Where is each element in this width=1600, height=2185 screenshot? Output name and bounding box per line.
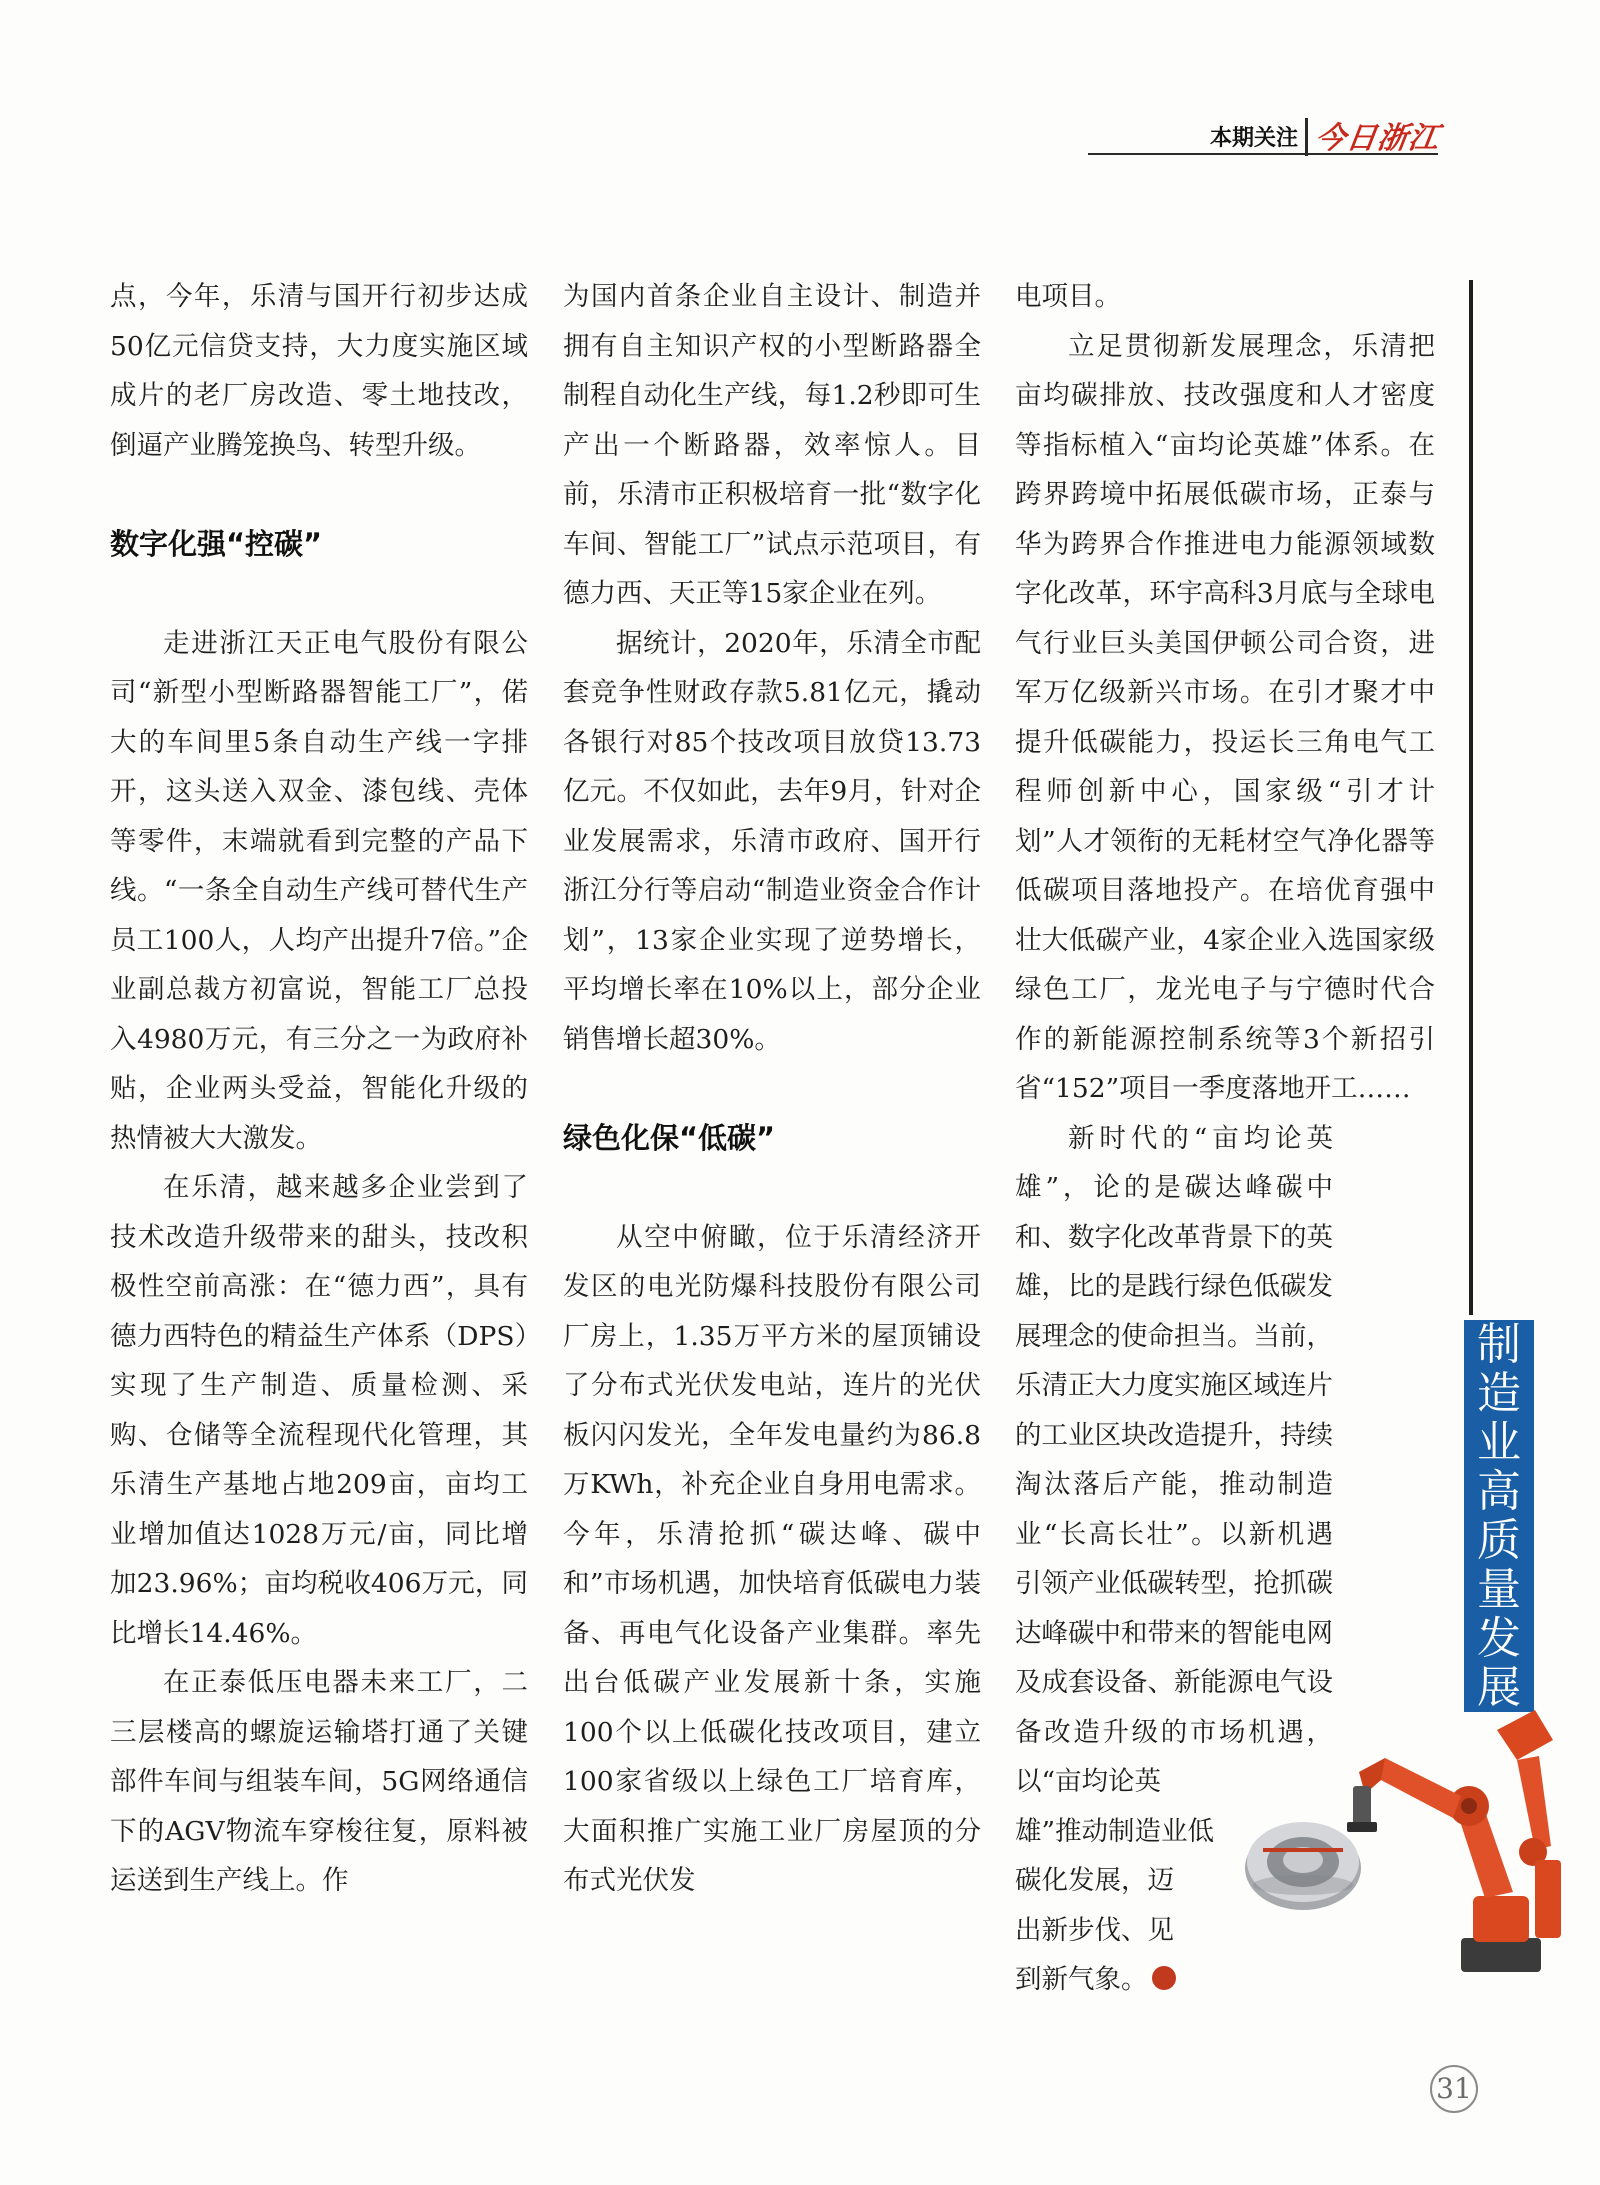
header-separator [1305,118,1308,156]
page-number: 31 [1430,2065,1478,2113]
section-heading-digital: 数字化强“控碳” [110,526,323,561]
closing-text: 到新气象。 [1015,1964,1148,1995]
cable-spool-icon [1245,1822,1361,1910]
side-tab-char: 发 [1477,1613,1521,1664]
vertical-rule [1469,280,1473,1315]
robot-arm-illustration [1235,1700,1565,1980]
side-tab-char: 质 [1477,1515,1521,1566]
paragraph: 点，今年，乐清与国开行初步达成50亿元信贷支持，大力度实施区域成片的老厂房改造、零土地技改，倒逼产业腾笼换鸟、转型升级。 [110,281,528,461]
text-column-1 [110,272,528,1906]
end-mark-icon [1152,1966,1176,1990]
paragraph-wrap: 出新步伐、见 [1015,1914,1174,1946]
side-tab-char: 业 [1477,1417,1521,1468]
side-tab-char: 量 [1477,1564,1521,1615]
side-tab-char: 高 [1477,1466,1521,1517]
section-label: 本期关注 [1209,126,1298,151]
magazine-logo: 今日浙江 [1313,121,1442,156]
paragraph: 立足贯彻新发展理念，乐清把亩均碳排放、技改强度和人才密度等指标植入“亩均论英雄”体系。在跨界跨境中拓展低碳市场，正泰与华为跨界合作推进电力能源领域数字化改革，环宇高科3月底与全球电气行业巨头美国伊顿公司合资，进军万亿级新兴市场。在引才聚才中提升低碳能力，投运长三角电气工程师创新中心，国家级“引才计划”人才领衔的无耗材空气净化器等低碳项目落地投产。在培优育强中壮大低碳产业，4家企业入选国家级绿色工厂，龙光电子与宁德时代合作的新能源控制系统等3个新招引省“152”项目一季度落地开工…… [1015,330,1435,1104]
paragraph: 新时代的“亩均论英雄”，论的是碳达峰碳中和、数字化改革背景下的英雄，比的是践行绿色低碳发展理念的使命担当。当前，乐清正大力度实施区域连片的工业区块改造提升，持续淘汰落后产能，推动制造业“长高长壮”。以新机遇引领产业低碳转型，抢抓碳达峰碳中和带来的智能电网及成套设备、新能源电气设备改造升级的市场机遇，以“亩均论英 [1015,1122,1333,1797]
text-column-2 [563,272,981,1906]
paragraph-wrap: 碳化发展，迈 [1015,1865,1174,1896]
side-tab-char: 制 [1477,1319,1521,1370]
paragraph: 电项目。 [1015,281,1121,312]
paragraph: 在正泰低压电器未来工厂，二三层楼高的螺旋运输塔打通了关键部件车间与组装车间，5G网络通信下的AGV物流车穿梭往复，原料被运送到生产线上。作 [110,1667,528,1896]
side-tab [1464,1320,1534,1712]
paragraph: 在乐清，越来越多企业尝到了技术改造升级带来的甜头，技改积极性空前高涨：在“德力西”，具有德力西特色的精益生产体系（DPS）实现了生产制造、质量检测、采购、仓储等全流程现代化管理，其乐清生产基地占地209亩，亩均工业增加值达1028万元/亩，同比增加23.96%；亩均税收406万元，同比增长14.46%。 [110,1172,528,1649]
paragraph: 从空中俯瞰，位于乐清经济开发区的电光防爆科技股份有限公司厂房上，1.35万平方米的屋顶铺设了分布式光伏发电站，连片的光伏板闪闪发光，全年发电量约为86.8万KWh，补充企业自身用电需求。今年，乐清抢抓“碳达峰、碳中和”市场机遇，加快培育低碳电力装备、再电气化设备产业集群。率先出台低碳产业发展新十条，实施100个以上低碳化技改项目，建立100家省级以上绿色工厂培育库，大面积推广实施工业厂房屋顶的分布式光伏发 [563,1221,981,1896]
paragraph: 为国内首条企业自主设计、制造并拥有自主知识产权的小型断路器全制程自动化生产线，每1.2秒即可生产出一个断路器，效率惊人。目前，乐清市正积极培育一批“数字化车间、智能工厂”试点示范项目，有德力西、天正等15家企业在列。 [563,281,981,609]
section-heading-green: 绿色化保“低碳” [563,1120,776,1155]
side-tab-char: 展 [1477,1662,1521,1713]
paragraph: 据统计，2020年，乐清全市配套竞争性财政存款5.81亿元，撬动各银行对85个技改项目放贷13.73亿元。不仅如此，去年9月，针对企业发展需求，乐清市政府、国开行浙江分行等启动“制造业资金合作计划”，13家企业实现了逆势增长，平均增长率在10%以上，部分企业销售增长超30%。 [563,627,981,1055]
paragraph-end [1015,1955,1215,2005]
side-tab-char: 造 [1477,1368,1521,1419]
paragraph: 走进浙江天正电气股份有限公司“新型小型断路器智能工厂”，偌大的车间里5条自动生产线一字排开，这头送入双金、漆包线、壳体等零件，末端就看到完整的产品下线。“一条全自动生产线可替代生产员工100人，人均产出提升7倍。”企业副总裁方初富说，智能工厂总投入4980万元，有三分之一为政府补贴，企业两头受益，智能化升级的热情被大大激发。 [110,627,528,1154]
robot-arm [1347,1710,1561,1972]
paragraph-wrap: 雄”推动制造业低 [1015,1815,1215,1847]
